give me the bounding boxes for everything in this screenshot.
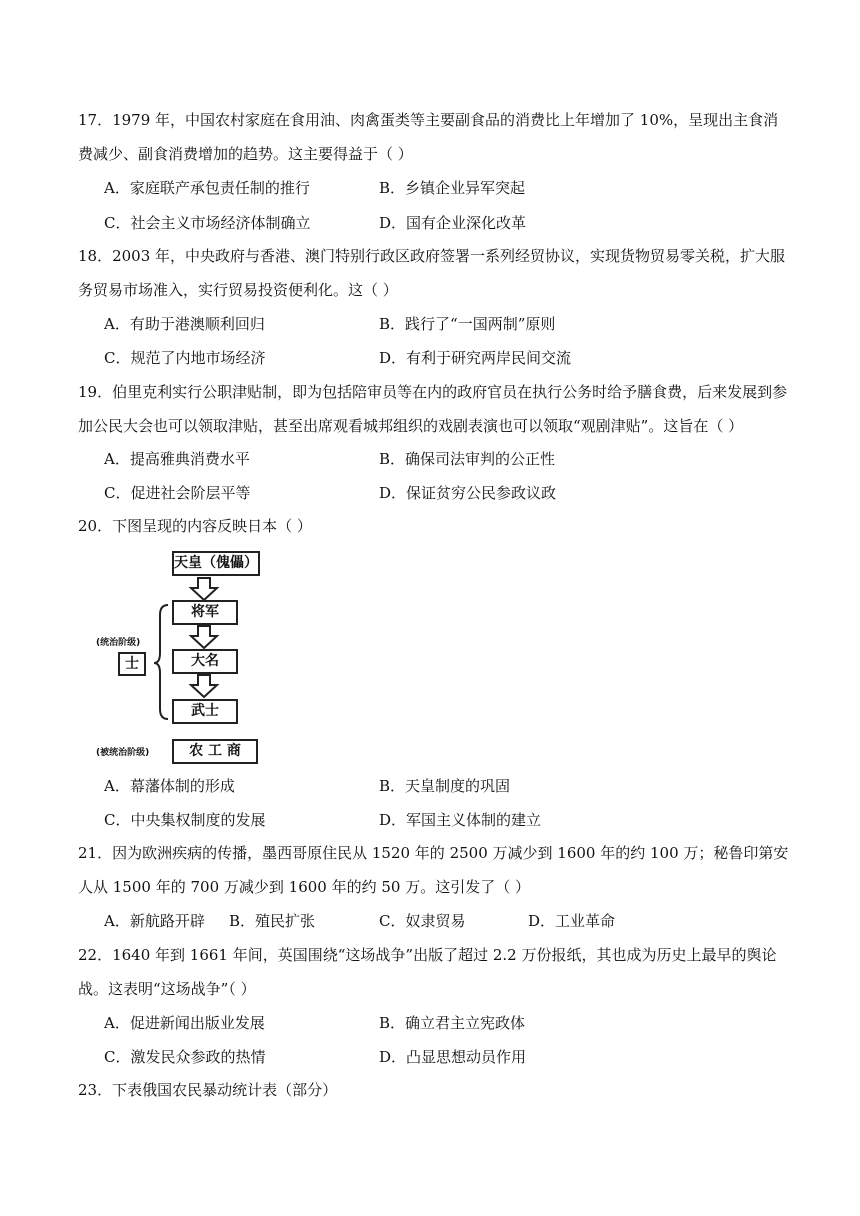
option-a: A．家庭联产承包责任制的推行 xyxy=(104,179,310,197)
question-23 xyxy=(78,1073,790,1107)
option-d: D．凸显思想动员作用 xyxy=(379,1048,527,1066)
box-samurai: 武士 xyxy=(172,699,238,724)
bracket xyxy=(154,605,168,719)
option-b: B．确立君主立宪政体 xyxy=(379,1014,526,1032)
option-d: D．工业革命 xyxy=(528,912,616,930)
option-d: D．保证贫穷公民参政议政 xyxy=(379,484,557,502)
option-d: D．军国主义体制的建立 xyxy=(379,811,542,829)
option-b: B．践行了“一国两制”原则 xyxy=(379,315,556,333)
question-stem: 17．1979 年，中国农村家庭在食用油、肉禽蛋类等主要副食品的消费比上年增加了 10%，呈现出主食消费减少、副食消费增加的趋势。这主要得益于（ ） xyxy=(78,111,779,163)
down-arrows xyxy=(191,578,217,697)
option-a: A．提高雅典消费水平 xyxy=(104,450,250,468)
question-stem: 20．下图呈现的内容反映日本（ ） xyxy=(78,517,312,535)
option-d: D．国有企业深化改革 xyxy=(379,214,527,232)
option-b: B．天皇制度的巩固 xyxy=(379,777,511,795)
box-shi: 士 xyxy=(118,652,146,676)
question-20 xyxy=(78,509,790,543)
japan-hierarchy-diagram xyxy=(92,545,272,770)
option-c: C．激发民众参政的热情 xyxy=(104,1048,266,1066)
option-a: A．新航路开辟 xyxy=(104,912,205,930)
question-18 xyxy=(78,239,790,307)
question-22 xyxy=(78,938,790,1006)
option-a: A．有助于港澳顺利回归 xyxy=(104,315,265,333)
question-17 xyxy=(78,103,790,171)
option-a: A．促进新闻出版业发展 xyxy=(104,1014,265,1032)
ruling-class-label: (统治阶级) xyxy=(96,638,141,648)
question-stem: 23．下表俄国农民暴动统计表（部分） xyxy=(78,1081,338,1099)
question-21 xyxy=(78,836,790,904)
down-arrow-icon xyxy=(191,626,217,648)
question-stem: 22．1640 年到 1661 年间，英国围绕“这场战争”出版了超过 2.2 万份报纸，其也成为历史上最早的舆论战。这表明“这场战争”（ ） xyxy=(78,946,777,998)
question-19 xyxy=(78,375,790,443)
option-a: A．幕藩体制的形成 xyxy=(104,777,235,795)
question-stem: 21．因为欧洲疾病的传播，墨西哥原住民从 1520 年的 2500 万减少到 1600 年的约 100 万；秘鲁印第安人从 1500 年的 700 万减少到 1600 年的约 50 万。这引发了（ ） xyxy=(78,844,789,896)
down-arrow-icon xyxy=(191,675,217,697)
option-b: B．乡镇企业异军突起 xyxy=(379,179,526,197)
down-arrow-icon xyxy=(191,578,217,600)
question-stem: 18．2003 年，中央政府与香港、澳门特别行政区政府签署一系列经贸协议，实现货物贸易零关税，扩大服务贸易市场准入，实行贸易投资便利化。这（ ） xyxy=(78,247,786,299)
option-b: B．确保司法审判的公正性 xyxy=(379,450,556,468)
option-c: C．中央集权制度的发展 xyxy=(104,811,266,829)
option-d: D．有利于研究两岸民间交流 xyxy=(379,349,572,367)
question-stem: 19．伯里克利实行公职津贴制，即为包括陪审员等在内的政府官员在执行公务时给予膳食费，后来发展到参加公民大会也可以领取津贴，甚至出席观看城邦组织的戏剧表演也可以领取“观剧津贴”。这旨在（ ） xyxy=(78,383,788,435)
box-daimyo: 大名 xyxy=(172,649,238,674)
option-c: C．奴隶贸易 xyxy=(379,912,466,930)
option-c: C．促进社会阶层平等 xyxy=(104,484,251,502)
option-c: C．规范了内地市场经济 xyxy=(104,349,266,367)
box-emperor: 天皇（傀儡） xyxy=(172,551,260,576)
box-shogun: 将军 xyxy=(172,600,238,625)
option-b: B．殖民扩张 xyxy=(229,912,316,930)
option-c: C．社会主义市场经济体制确立 xyxy=(104,214,311,232)
ruled-class-label: (被统治阶级) xyxy=(96,748,150,758)
box-peasants-artisans-merchants: 农 工 商 xyxy=(172,739,258,764)
